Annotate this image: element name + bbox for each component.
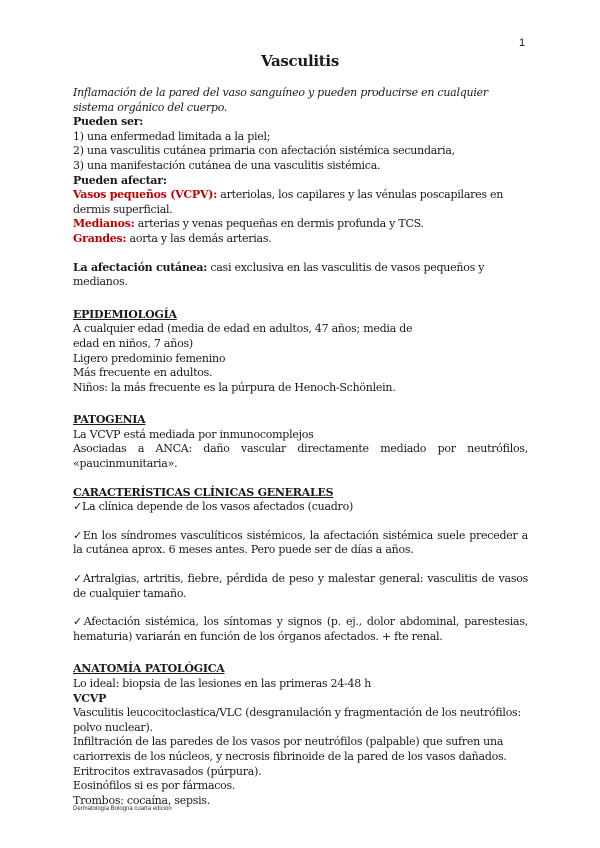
- vessel-size-text: aorta y las demás arterias.: [126, 231, 272, 245]
- pueden-afectar-heading: Pueden afectar:: [73, 173, 167, 187]
- vessel-size-label: Vasos pequeños (VCPV):: [73, 188, 218, 202]
- intro-paragraph: Inflamación de la pared del vaso sanguíneo y pueden producirse en cualquier sistema orgánico del cuerpo.: [73, 86, 488, 114]
- patogenia-line: Asociadas a ANCA: daño vascular directamente mediado por neutrófilos, «paucinmunitaria».: [73, 442, 528, 471]
- vessel-size-text: arteriolas, los capilares y las vénulas poscapilares en dermis superficial.: [73, 188, 504, 216]
- anatomia-line: Vasculitis leucocitoclastica/VLC (desgranulación y fragmentación de los neutrófilos: polvo nuclear).: [73, 706, 521, 734]
- afectacion-cutanea-label: La afectación cutánea:: [73, 260, 208, 274]
- epidemiologia-line: Más frecuente en adultos.: [73, 366, 213, 380]
- section-heading-epidemiologia: EPIDEMIOLOGÍA: [73, 307, 177, 321]
- section-heading-anatomia: ANATOMÍA PATOLÓGICA: [73, 662, 225, 676]
- anatomia-line: Eritrocitos extravasados (púrpura).: [73, 764, 262, 778]
- page-title: Vasculitis: [261, 52, 339, 70]
- afectacion-cutanea-text: casi exclusiva en las vasculitis de vasos pequeños y medianos.: [73, 260, 485, 289]
- pueden-ser-item: 2) una vasculitis cutánea primaria con afectación sistémica secundaria,: [73, 144, 455, 158]
- epidemiologia-line: Niños: la más frecuente es la púrpura de Henoch-Schönlein.: [73, 380, 396, 394]
- anatomia-line: Eosinófilos si es por fármacos.: [73, 779, 236, 793]
- section-heading-clinicas: CARACTERÍSTICAS CLÍNICAS GENERALES: [73, 485, 334, 499]
- clinical-item: ✓En los síndromes vasculíticos sistémicos, la afectación sistémica suele preceder a la cutánea aprox. 6 meses antes. Pero puede ser de días a años.: [73, 528, 528, 557]
- anatomia-line: Infiltración de las paredes de los vasos por neutrófilos (palpable) que sufren una cariorrexis de los núcleos, y necrosis fibrinoide de la pared de los vasos dañados.: [73, 735, 507, 763]
- vessel-size-item: [73, 217, 528, 232]
- patogenia-line: La VCVP está mediada por inmunocomplejos: [73, 427, 314, 441]
- epidemiologia-line: A cualquier edad (media de edad en adultos, 47 años; media de edad en niños, 7 años): [73, 322, 413, 350]
- anatomia-line: Trombos: cocaína, sepsis.: [73, 793, 211, 807]
- clinical-item: ✓Artralgias, artritis, fiebre, pérdida de peso y malestar general: vasculitis de vasos de cualquier tamaño.: [73, 572, 528, 600]
- afectacion-cutanea-line: [73, 261, 528, 290]
- section-heading-patogenia: PATOGENIA: [73, 413, 146, 427]
- pueden-ser-item: 1) una enfermedad limitada a la piel;: [73, 129, 271, 143]
- vessel-size-label: Grandes:: [73, 231, 127, 245]
- vessel-size-item: [73, 188, 528, 217]
- page-footer: Dermatología Bologna cuarta edición: [73, 806, 172, 812]
- vessel-size-label: Medianos:: [73, 217, 135, 231]
- clinical-item: ✓La clínica depende de los vasos afectados (cuadro): [73, 500, 353, 514]
- epidemiologia-line: Ligero predominio femenino: [73, 351, 226, 365]
- vessel-size-item: [73, 232, 528, 247]
- anatomia-subheading: VCVP: [73, 691, 107, 705]
- vessel-size-text: arterias y venas pequeñas en dermis profunda y TCS.: [134, 217, 424, 231]
- pueden-ser-heading: Pueden ser:: [73, 115, 144, 129]
- anatomia-line: Lo ideal: biopsia de las lesiones en las primeras 24-48 h: [73, 677, 372, 690]
- clinical-item: ✓Afectación sistémica, los síntomas y signos (p. ej., dolor abdominal, parestesias, hematuria) variarán en función de los órganos afectados. + fte renal.: [73, 615, 528, 643]
- pueden-ser-item: 3) una manifestación cutánea de una vasculitis sistémica.: [73, 158, 381, 172]
- page-number: 1: [519, 37, 526, 49]
- document-body: [73, 86, 528, 808]
